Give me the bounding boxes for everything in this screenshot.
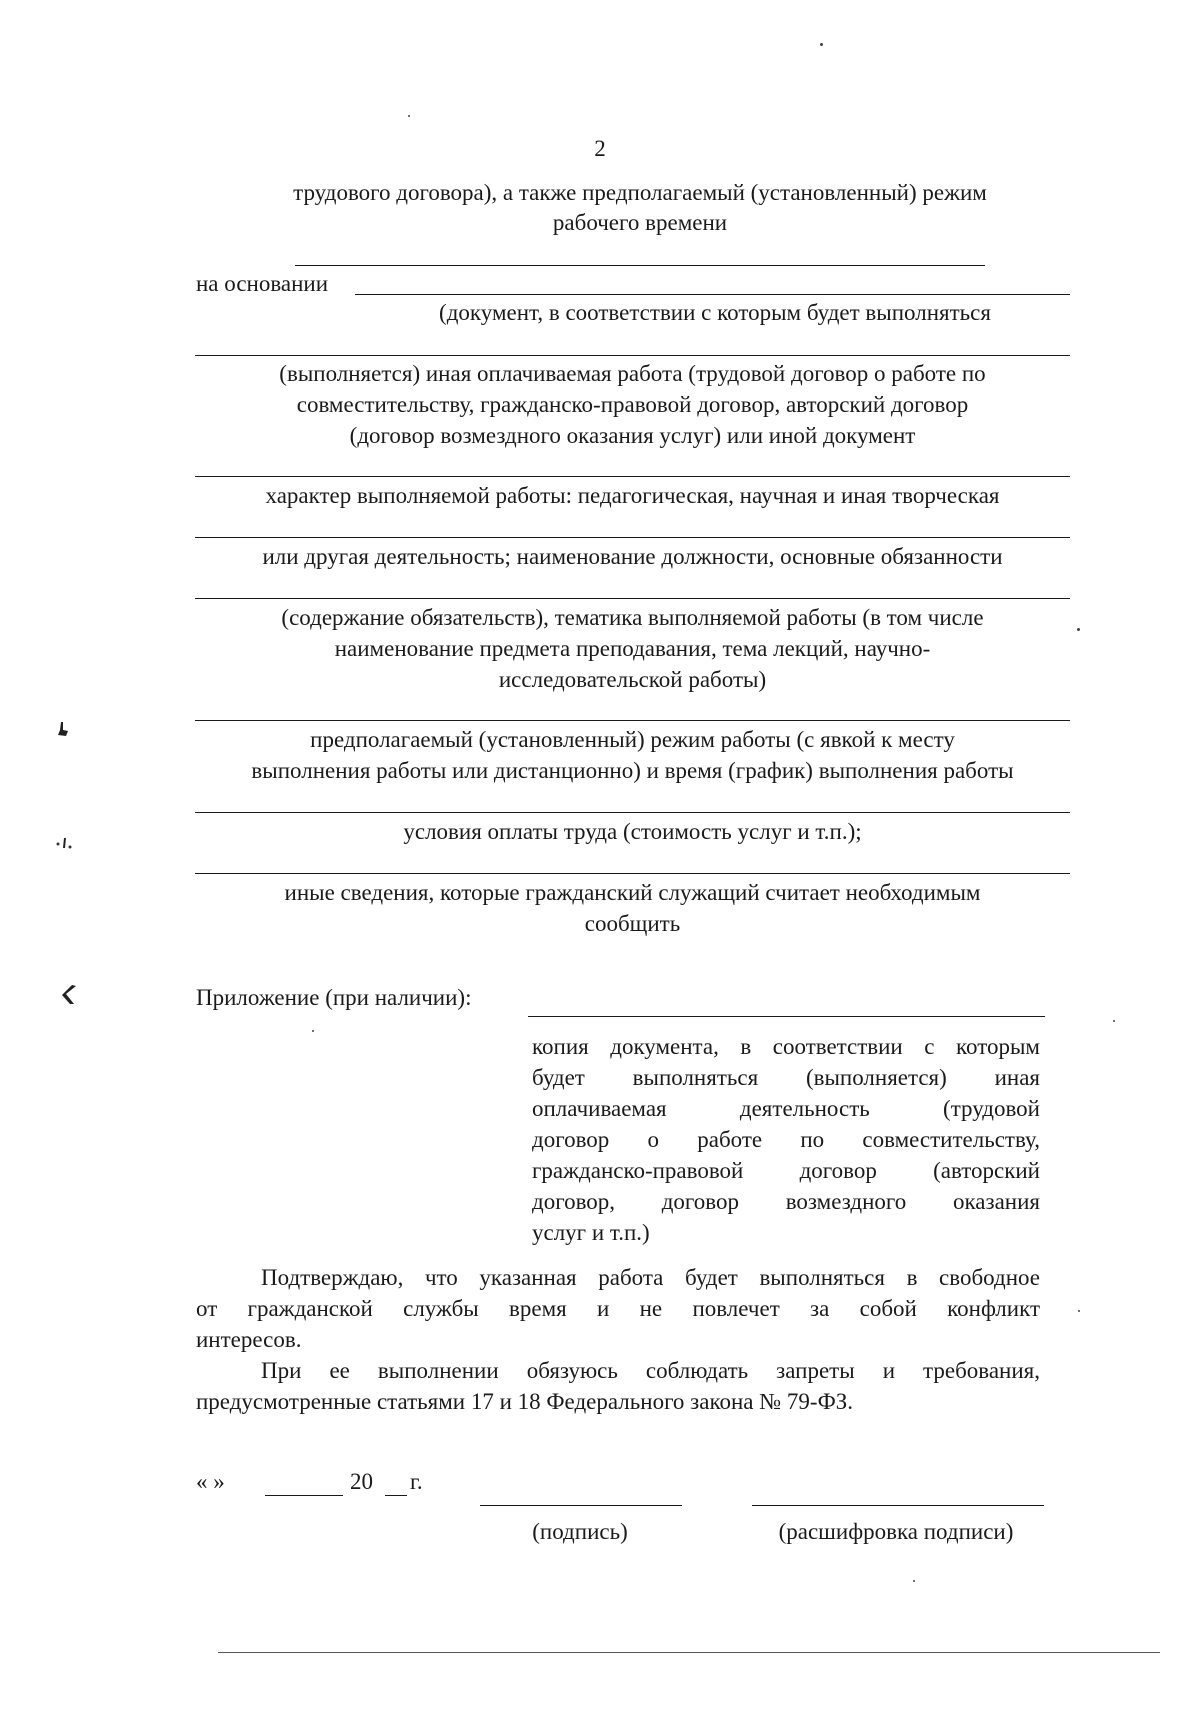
work-document-line-2: совместительству, гражданско-правовой договор, авторский договор bbox=[296, 392, 969, 417]
scan-speck bbox=[408, 115, 410, 117]
attachment-line: копия документа, в соответствии с которым bbox=[532, 1034, 1040, 1059]
attachment-line: будет выполняться (выполняется) иная bbox=[532, 1065, 1040, 1090]
blank-line bbox=[195, 812, 1070, 813]
payment-conditions: условия оплаты труда (стоимость услуг и т.п.); bbox=[403, 819, 862, 844]
year-prefix: 20 bbox=[350, 1469, 373, 1494]
decoding-blank-line bbox=[752, 1505, 1044, 1506]
scan-speck bbox=[1078, 1310, 1080, 1312]
basis-caption: (документ, в соответствии с которым будет выполняться bbox=[439, 300, 991, 325]
other-info-line-1: иные сведения, которые гражданский служащий считает необходимым bbox=[284, 880, 981, 905]
attachment-line: оплачиваемая деятельность (трудовой bbox=[532, 1096, 1040, 1121]
scan-mark bbox=[60, 984, 80, 1006]
scan-speck bbox=[1077, 628, 1080, 631]
attachment-line: гражданско-правовой договор (авторский bbox=[532, 1158, 1040, 1183]
obligation-line-1: При ее выполнении обязуюсь соблюдать запреты и требования, bbox=[261, 1358, 1040, 1383]
blank-line bbox=[195, 537, 1070, 538]
obligations-line-3: исследовательской работы) bbox=[498, 667, 767, 692]
confirmation-line-3: интересов. bbox=[196, 1327, 302, 1352]
attachment-line: договор, договор возмездного оказания bbox=[532, 1189, 1040, 1214]
bottom-rule bbox=[218, 1652, 1160, 1653]
attachment-label: Приложение (при наличии): bbox=[196, 985, 472, 1010]
obligation-line-2: предусмотренные статьями 17 и 18 Федерального закона № 79-ФЗ. bbox=[196, 1389, 854, 1414]
date-month-blank bbox=[265, 1495, 343, 1496]
obligations-line-1: (содержание обязательств), тематика выполняемой работы (в том числе bbox=[281, 605, 984, 630]
schedule-line-1: предполагаемый (установленный) режим работы (с явкой к месту bbox=[310, 727, 955, 752]
attachment-line: договор о работе по совместительству, bbox=[532, 1127, 1040, 1152]
blank-line bbox=[195, 873, 1070, 874]
obligations-line-2: наименование предмета преподавания, тема лекций, научно- bbox=[334, 636, 931, 661]
schedule-line-2: выполнения работы или дистанционно) и время (график) выполнения работы bbox=[251, 758, 1014, 783]
signature-blank-line bbox=[480, 1505, 682, 1506]
attachment-description bbox=[532, 1031, 1040, 1248]
year-suffix: г. bbox=[410, 1469, 423, 1494]
confirmation-line-2: от гражданской службы время и не повлечет за собой конфликт bbox=[196, 1296, 1040, 1321]
heading-line-2: рабочего времени bbox=[552, 210, 728, 235]
basis-label: на основании bbox=[196, 271, 329, 296]
blank-line bbox=[195, 476, 1070, 477]
signature-caption: (подпись) bbox=[532, 1519, 628, 1544]
blank-line bbox=[295, 265, 985, 266]
year-blank bbox=[385, 1495, 407, 1496]
scan-speck bbox=[1113, 1020, 1115, 1022]
work-document-line-3: (договор возмездного оказания услуг) или иной документ bbox=[349, 423, 916, 448]
other-info-line-2: сообщить bbox=[584, 911, 681, 936]
attachment-last-line: услуг и т.п.) bbox=[532, 1220, 650, 1245]
scan-speck bbox=[820, 43, 823, 46]
scan-mark bbox=[55, 836, 73, 852]
scan-speck bbox=[913, 1580, 915, 1582]
heading-line-1: трудового договора), а также предполагаемый (установленный) режим bbox=[293, 180, 987, 205]
scan-mark bbox=[55, 722, 69, 738]
blank-line bbox=[195, 720, 1070, 721]
other-activity: или другая деятельность; наименование должности, основные обязанности bbox=[262, 544, 1003, 569]
blank-line bbox=[195, 355, 1070, 356]
scan-speck bbox=[312, 1030, 314, 1032]
work-document-line-1: (выполняется) иная оплачиваемая работа (трудовой договор о работе по bbox=[279, 361, 986, 386]
basis-blank-line bbox=[355, 294, 1070, 295]
decoding-caption: (расшифровка подписи) bbox=[778, 1519, 1014, 1544]
attachment-blank-line bbox=[528, 1016, 1045, 1017]
page-number: 2 bbox=[594, 136, 606, 161]
work-nature: характер выполняемой работы: педагогическая, научная и иная творческая bbox=[265, 483, 1000, 508]
date-quotes: « » bbox=[196, 1469, 225, 1494]
blank-line bbox=[195, 598, 1070, 599]
confirmation-line-1: Подтверждаю, что указанная работа будет выполняться в свободное bbox=[261, 1265, 1040, 1290]
